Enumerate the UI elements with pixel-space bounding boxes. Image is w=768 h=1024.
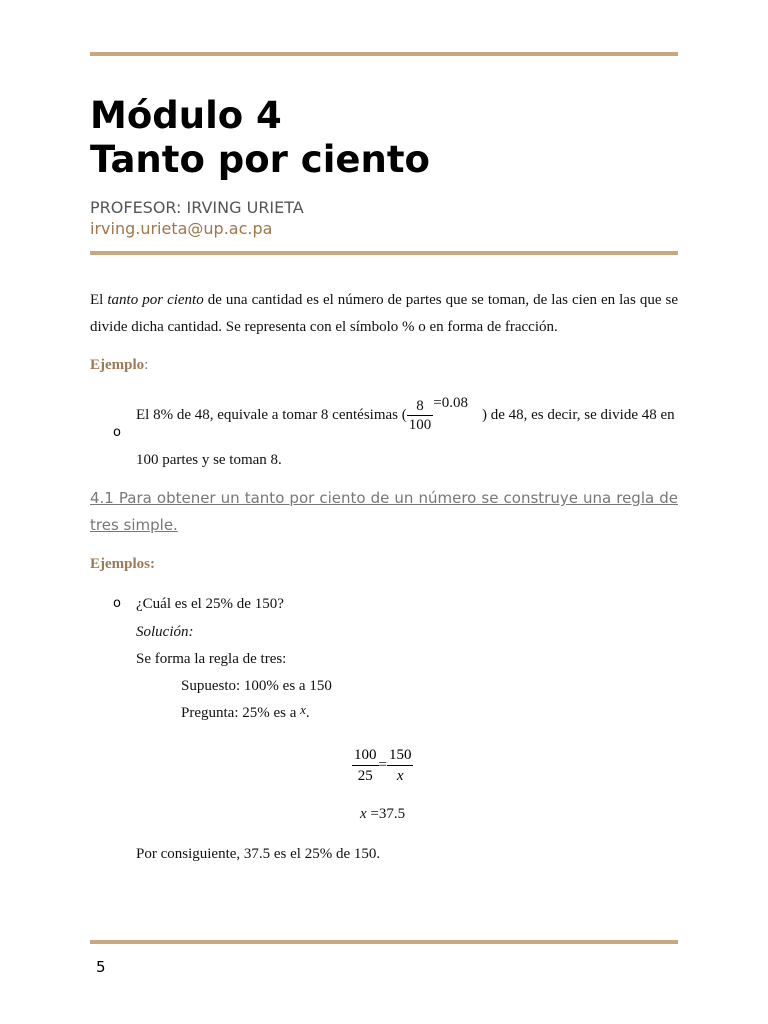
- result-equation: x =37.5: [360, 806, 406, 822]
- bullet-marker: o: [113, 596, 121, 611]
- top-rule: [90, 52, 678, 56]
- solution-label: Solución:: [136, 624, 194, 640]
- title-line-module: Módulo 4: [90, 94, 282, 137]
- pregunta-text: Pregunta: 25% es a x.: [181, 702, 310, 721]
- example1-line2: 100 partes y se toman 8.: [136, 452, 282, 468]
- intro-italic-term: tanto por ciento: [107, 292, 204, 308]
- page-title: [90, 94, 430, 182]
- fraction-150-over-x: $\frac{150}{x}$: [388, 747, 412, 784]
- examples-label: Ejemplos:: [90, 556, 155, 572]
- supuesto-text: Supuesto: 100% es a 150: [181, 678, 332, 694]
- footer-rule: [90, 940, 678, 944]
- fraction-100-over-25: $\frac{100}{25}$: [354, 747, 377, 784]
- bullet-marker: o: [113, 425, 121, 440]
- example-label: Ejemplo:: [90, 357, 149, 373]
- question-text: ¿Cuál es el 25% de 150?: [136, 596, 284, 612]
- professor-email: irving.urieta@up.ac.pa: [90, 219, 273, 238]
- title-line-topic: Tanto por ciento: [90, 138, 430, 181]
- conclusion-text: Por consiguiente, 37.5 es el 25% de 150.: [136, 846, 381, 862]
- example1-line1: El 8% de 48, equivale a tomar 8 centésimas ( $\frac{8}{100}$ =0.08) de 48, es decir, se divide 48 en: [136, 395, 675, 433]
- professor-name: PROFESOR: IRVING URIETA: [90, 198, 304, 217]
- proportion-equation: $\frac{100}{25}$ = $\frac{150}{x}$: [354, 747, 412, 784]
- fraction-8-over-100: $\frac{8}{100}$: [408, 398, 432, 433]
- rule-intro-text: Se forma la regla de tres:: [136, 651, 287, 667]
- intro-paragraph: El tanto por ciento de una cantidad es el número de partes que se toman, de las cien en las que se divide dicha cantidad. Se representa con el símbolo % o en forma de fracción.: [90, 292, 678, 335]
- page-number: 5: [96, 958, 106, 976]
- section-heading-4-1: 4.1 Para obtener un tanto por ciento de un número se construye una regla de tres simple.: [90, 489, 678, 534]
- header-bottom-rule: [90, 251, 678, 255]
